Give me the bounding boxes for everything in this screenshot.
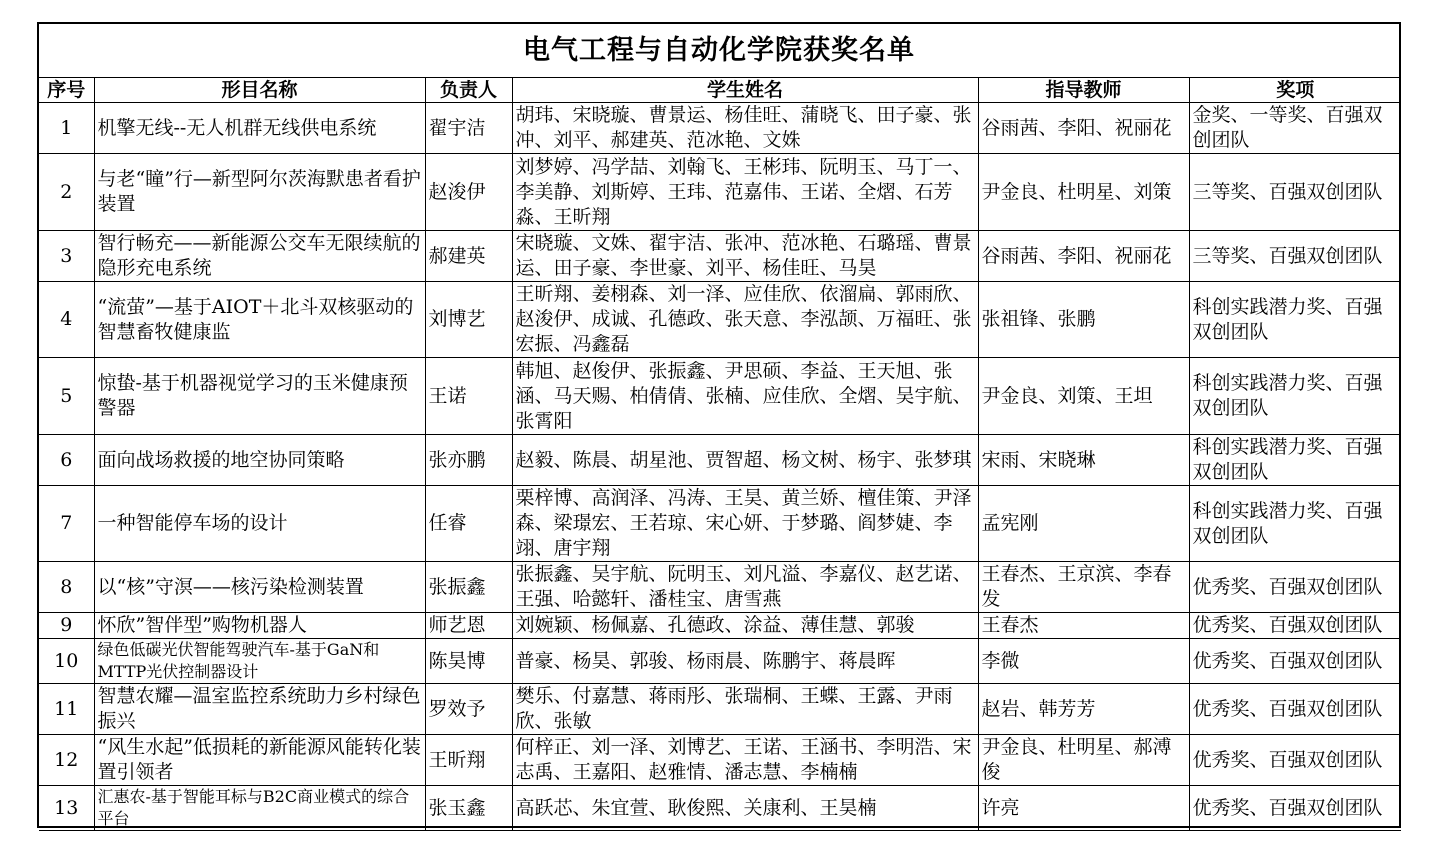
row-no: 8 [39,562,94,613]
row-award: 优秀奖、百强双创团队 [1189,613,1401,639]
row-students: 胡玮、宋晓璇、曹景运、杨佳旺、蒲晓飞、田子豪、张冲、刘平、郝建英、范冰艳、文姝 [512,103,978,154]
row-students: 赵毅、陈晨、胡星池、贾智超、杨文树、杨宇、张梦琪 [512,435,978,486]
row-leader: 王昕翔 [425,735,512,786]
row-leader: 张亦鹏 [425,435,512,486]
row-leader: 罗效予 [425,684,512,735]
row-project: 怀欣”智伴型”购物机器人 [94,613,425,639]
row-no: 5 [39,358,94,435]
row-no: 9 [39,613,94,639]
row-advisors: 谷雨茜、李阳、祝丽花 [978,103,1189,154]
row-students: 高跃芯、朱宜萱、耿俊熙、关康利、王昊楠 [512,786,978,831]
row-leader: 师艺恩 [425,613,512,639]
row-leader: 刘博艺 [425,282,512,358]
row-award: 优秀奖、百强双创团队 [1189,562,1401,613]
row-students: 何梓正、刘一泽、刘博艺、王诺、王涵书、李明浩、宋志禹、王嘉阳、赵雅情、潘志慧、李楠楠 [512,735,978,786]
table-row [39,282,1401,358]
row-leader: 张振鑫 [425,562,512,613]
row-award: 优秀奖、百强双创团队 [1189,639,1401,684]
row-students: 韩旭、赵俊伊、张振鑫、尹思硕、李益、王天旭、张涵、马天赐、柏倩倩、张楠、应佳欣、全熠、吴宇航、张霄阳 [512,358,978,435]
row-advisors: 张祖锋、张鹏 [978,282,1189,358]
row-advisors: 王春杰、王京滨、李春发 [978,562,1189,613]
row-project: 智慧农耀—温室监控系统助力乡村绿色振兴 [94,684,425,735]
row-award: 科创实践潜力奖、百强双创团队 [1189,358,1401,435]
table-row [39,562,1401,613]
table-row [39,684,1401,735]
row-project: 惊蛰-基于机器视觉学习的玉米健康预警器 [94,358,425,435]
row-no: 7 [39,486,94,562]
table-row [39,154,1401,231]
row-students: 刘梦婷、冯学喆、刘翰飞、王彬玮、阮明玉、马丁一、李美静、刘斯婷、王玮、范嘉伟、王诺、全熠、石芳淼、王昕翔 [512,154,978,231]
row-leader: 翟宇洁 [425,103,512,154]
table-row [39,486,1401,562]
table-row [39,231,1401,282]
row-project: 与老“瞳”行—新型阿尔茨海默患者看护装置 [94,154,425,231]
row-students: 刘婉颖、杨佩嘉、孔德政、涂益、薄佳慧、郭骏 [512,613,978,639]
row-students: 宋晓璇、文姝、翟宇洁、张冲、范冰艳、石璐瑶、曹景运、田子豪、李世豪、刘平、杨佳旺、马昊 [512,231,978,282]
row-project: 智行畅充——新能源公交车无限续航的隐形充电系统 [94,231,425,282]
row-project: 汇惠农-基于智能耳标与B2C商业模式的综合平台 [94,786,425,831]
table-row [39,639,1401,684]
row-leader: 张玉鑫 [425,786,512,831]
header-row [39,78,1401,103]
col-header-project: 形目名称 [94,78,425,103]
row-leader: 王诺 [425,358,512,435]
row-project: “流萤”—基于AIOT＋北斗双核驱动的智慧畜牧健康监 [94,282,425,358]
row-project: 一种智能停车场的设计 [94,486,425,562]
col-header-advisors: 指导教师 [978,78,1189,103]
row-leader: 赵浚伊 [425,154,512,231]
row-students: 普豪、杨昊、郭骏、杨雨晨、陈鹏宇、蒋晨晖 [512,639,978,684]
row-advisors: 尹金良、杜明星、郝溥俊 [978,735,1189,786]
row-project: 机擎无线--无人机群无线供电系统 [94,103,425,154]
row-award: 优秀奖、百强双创团队 [1189,786,1401,831]
row-project: 以“核”守溟——核污染检测装置 [94,562,425,613]
row-no: 10 [39,639,94,684]
table-row [39,786,1401,831]
row-students: 王昕翔、姜栩森、刘一泽、应佳欣、依溜扁、郭雨欣、赵浚伊、成诚、孔德政、张天意、李泓颉、万福旺、张宏振、冯鑫磊 [512,282,978,358]
table-row [39,735,1401,786]
row-no: 1 [39,103,94,154]
row-advisors: 宋雨、宋晓琳 [978,435,1189,486]
table-row [39,103,1401,154]
row-advisors: 许亮 [978,786,1189,831]
page-title: 电气工程与自动化学院获奖名单 [39,24,1399,78]
row-advisors: 尹金良、刘策、王坦 [978,358,1189,435]
row-students: 张振鑫、吴宇航、阮明玉、刘凡溢、李嘉仪、赵艺诺、王强、哈懿轩、潘桂宝、唐雪燕 [512,562,978,613]
row-leader: 任睿 [425,486,512,562]
row-award: 优秀奖、百强双创团队 [1189,684,1401,735]
row-project: “风生水起”低损耗的新能源风能转化装置引领者 [94,735,425,786]
row-project: 面向战场救援的地空协同策略 [94,435,425,486]
row-award: 科创实践潜力奖、百强双创团队 [1189,486,1401,562]
col-header-no: 序号 [39,78,94,103]
row-no: 13 [39,786,94,831]
row-advisors: 尹金良、杜明星、刘策 [978,154,1189,231]
row-award: 三等奖、百强双创团队 [1189,231,1401,282]
award-table [39,78,1401,831]
row-leader: 陈昊博 [425,639,512,684]
table-row [39,613,1401,639]
row-award: 优秀奖、百强双创团队 [1189,735,1401,786]
row-no: 2 [39,154,94,231]
row-no: 12 [39,735,94,786]
row-project: 绿色低碳光伏智能驾驶汽车-基于GaN和MTTP光伏控制器设计 [94,639,425,684]
table-row [39,435,1401,486]
col-header-award: 奖项 [1189,78,1401,103]
row-students: 栗梓博、高润泽、冯涛、王昊、黄兰娇、檀佳策、尹泽森、梁璟宏、王若琼、宋心妍、于梦璐、阎梦婕、李翊、唐宇翔 [512,486,978,562]
row-award: 科创实践潜力奖、百强双创团队 [1189,435,1401,486]
row-advisors: 谷雨茜、李阳、祝丽花 [978,231,1189,282]
table-row [39,358,1401,435]
row-leader: 郝建英 [425,231,512,282]
row-no: 4 [39,282,94,358]
row-award: 科创实践潜力奖、百强双创团队 [1189,282,1401,358]
row-advisors: 孟宪刚 [978,486,1189,562]
row-students: 樊乐、付嘉慧、蒋雨彤、张瑞桐、王蝶、王露、尹雨欣、张敏 [512,684,978,735]
col-header-students: 学生姓名 [512,78,978,103]
row-award: 三等奖、百强双创团队 [1189,154,1401,231]
row-advisors: 王春杰 [978,613,1189,639]
row-advisors: 赵岩、韩芳芳 [978,684,1189,735]
row-award: 金奖、一等奖、百强双创团队 [1189,103,1401,154]
row-no: 11 [39,684,94,735]
row-advisors: 李微 [978,639,1189,684]
col-header-leader: 负责人 [425,78,512,103]
row-no: 3 [39,231,94,282]
row-no: 6 [39,435,94,486]
award-list-sheet [37,22,1401,828]
